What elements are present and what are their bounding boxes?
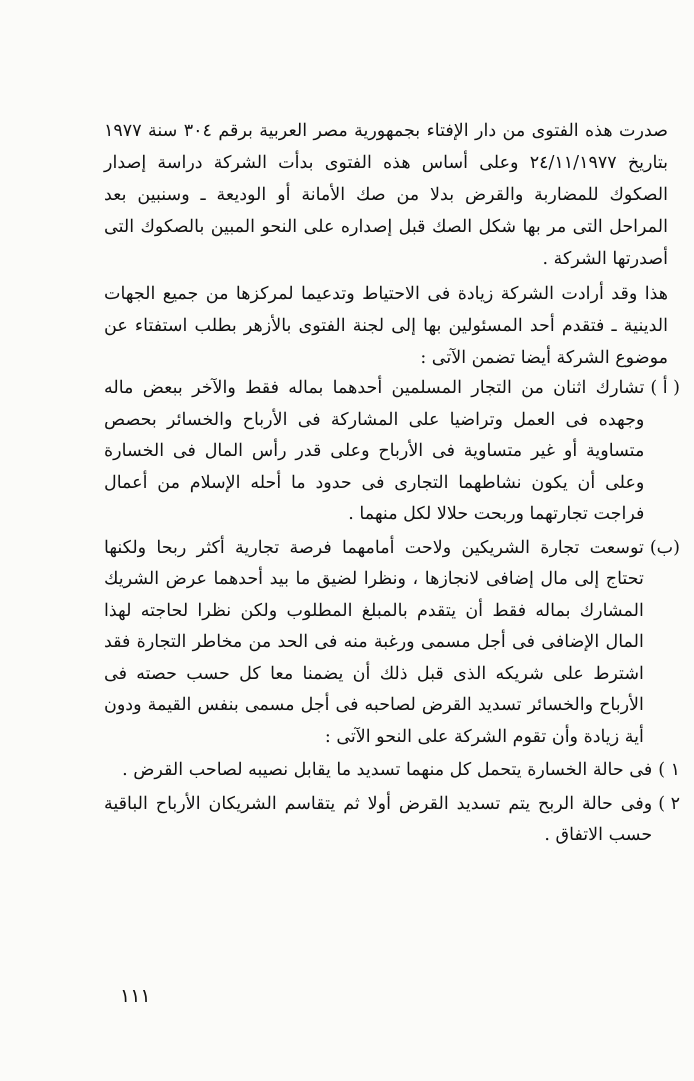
fatwa-question-list: [104, 373, 680, 852]
list-item-text: تشارك اثنان من التجار المسلمين أحدهما بماله فقط والآخر ببعض ماله وجهده فى العمل وتراضيا على المشاركة فى الأرباح والخسائر بحصص متساوية أو غير متساوية فى الأرباح وعلى قدر رأس المال فى الخسارة وعلى أن يكون نشاطهما التجارى فى حدود ما أحله الإسلام من أعمال فراجت تجارتهما وربحت حلالا لكل منهما .: [104, 378, 645, 524]
list-item-marker: ( أ ): [650, 378, 680, 398]
list-item-marker: ١ ): [658, 760, 680, 780]
list-item-marker: (ب): [649, 537, 680, 558]
list-item: [104, 789, 680, 852]
list-item: [104, 373, 680, 531]
list-item-marker: ٢ ): [658, 793, 680, 814]
list-item: [104, 755, 680, 787]
list-item-text: فى حالة الخسارة يتحمل كل منهما تسديد ما يقابل نصيبه لصاحب القرض .: [122, 760, 653, 780]
list-item-text: توسعت تجارة الشريكين ولاحت أمامهما فرصة تجارية أكثر ربحا ولكنها تحتاج إلى مال إضافى لانجازها ، ونظرا لضيق ما بيد أحدهما عرض الشريك المشارك بماله فقط أن يتقدم بالمبلغ المطلوب ولكن نظرا لحاجته لهذا المال الإضافى فى أجل مسمى ورغبة منه فى الحد من مخاطر التجارة فقد اشترط على شريكه الذى قبل ذلك أن يضمنا معا كل حسب حصته فى الأرباح والخسائر تسديد القرض لصاحبه فى أجل مسمى بنفس القيمة ودون أية زيادة وأن تقوم الشركة على النحو الآتى :: [104, 537, 644, 747]
paragraph-fatwa-issuance: صدرت هذه الفتوى من دار الإفتاء بجمهورية مصر العربية برقم ٣٠٤ سنة ١٩٧٧ بتاريخ ٢٤/١١/١٩٧٧ وعلى أساس هذه الفتوى بدأت الشركة دراسة إصدار الصكوك للمضاربة والقرض بدلا من صك الأمانة أو الوديعة ـ وسنبين بعد المراحل التى مر بها شكل الصك قبل إصداره على النحو المبين بالصكوك التى أصدرتها الشركة .: [104, 121, 669, 269]
list-item: [104, 533, 680, 754]
page-number: ١١١: [120, 985, 151, 1007]
paragraph-azhar-request: هذا وقد أرادت الشركة زيادة فى الاحتياط وتدعيما لمركزها من جميع الجهات الدينية ـ فتقدم أحد المسئولين بها إلى لجنة الفتوى بالأزهر بطلب استفتاء عن موضوع الشركة أيضا تضمن الآتى :: [104, 284, 668, 368]
list-item-text: وفى حالة الربح يتم تسديد القرض أولا ثم يتقاسم الشريكان الأرباح الباقية حسب الاتفاق .: [104, 793, 653, 845]
